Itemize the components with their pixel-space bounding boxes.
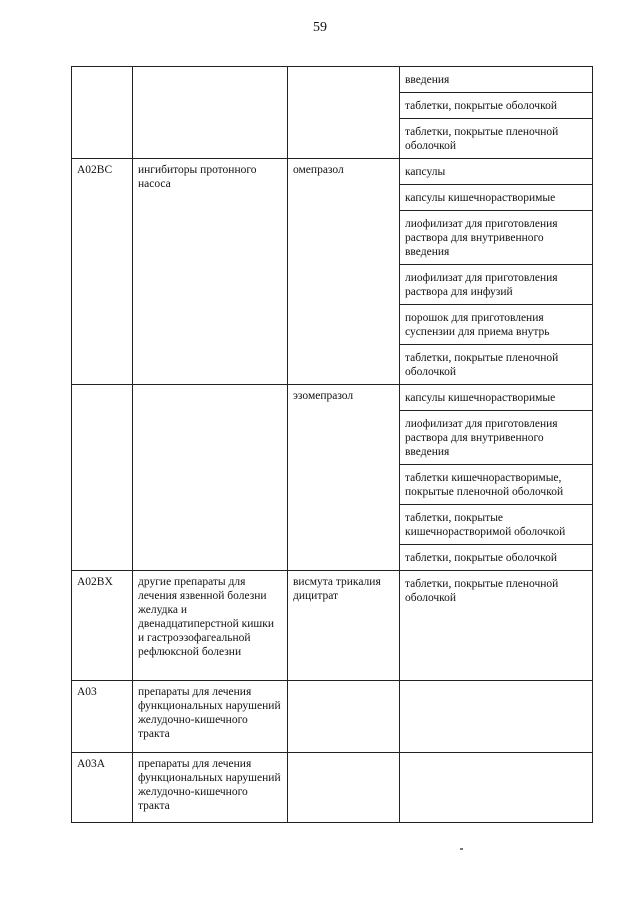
dosage-form-cell: таблетки, покрытые оболочкой xyxy=(400,93,593,119)
dosage-form-cell: таблетки, покрытые пленочной оболочкой xyxy=(400,571,593,681)
group-name-cell: препараты для лечения функциональных нарушений желудочно-кишечного тракта xyxy=(133,681,288,753)
atc-code-cell: A03A xyxy=(72,753,133,823)
dosage-form-cell: капсулы xyxy=(400,159,593,185)
table-row xyxy=(72,753,593,823)
dosage-form-cell: введения xyxy=(400,67,593,93)
page-number: 59 xyxy=(313,20,327,35)
scan-speck xyxy=(460,848,463,850)
dosage-form-cell: порошок для приготовления суспензии для приема внутрь xyxy=(400,305,593,345)
group-name-cell: другие препараты для лечения язвенной болезни желудка и двенадцатиперстной кишки и гастроэзофагеальной рефлюксной болезни xyxy=(133,571,288,681)
substance-cell xyxy=(288,67,400,159)
table-row xyxy=(72,159,593,185)
atc-code-cell: A03 xyxy=(72,681,133,753)
dosage-form-cell: таблетки, покрытые кишечнорастворимой оболочкой xyxy=(400,505,593,545)
table-body xyxy=(72,67,593,823)
table-row xyxy=(72,67,593,93)
dosage-form-cell: таблетки, покрытые оболочкой xyxy=(400,545,593,571)
table-row xyxy=(72,385,593,411)
group-name-cell: ингибиторы протонного насоса xyxy=(133,159,288,385)
substance-cell xyxy=(288,681,400,753)
dosage-form-cell: лиофилизат для приготовления раствора для инфузий xyxy=(400,265,593,305)
dosage-form-cell: капсулы кишечнорастворимые xyxy=(400,385,593,411)
group-name-cell: препараты для лечения функциональных нарушений желудочно-кишечного тракта xyxy=(133,753,288,823)
dosage-form-cell xyxy=(400,681,593,753)
group-name-cell xyxy=(133,67,288,159)
atc-code-cell xyxy=(72,385,133,571)
dosage-form-cell: таблетки, покрытые пленочной оболочкой xyxy=(400,345,593,385)
substance-cell: омепразол xyxy=(288,159,400,385)
table-row xyxy=(72,571,593,681)
dosage-form-cell xyxy=(400,753,593,823)
substance-cell xyxy=(288,753,400,823)
atc-code-cell: A02BX xyxy=(72,571,133,681)
dosage-form-cell: таблетки кишечнорастворимые, покрытые пленочной оболочкой xyxy=(400,465,593,505)
substance-cell: висмута трикалия дицитрат xyxy=(288,571,400,681)
table-row xyxy=(72,681,593,753)
dosage-form-cell: таблетки, покрытые пленочной оболочкой xyxy=(400,119,593,159)
dosage-form-cell: капсулы кишечнорастворимые xyxy=(400,185,593,211)
atc-code-cell: A02BC xyxy=(72,159,133,385)
dosage-form-cell: лиофилизат для приготовления раствора для внутривенного введения xyxy=(400,411,593,465)
substance-cell: эзомепразол xyxy=(288,385,400,571)
dosage-form-cell: лиофилизат для приготовления раствора для внутривенного введения xyxy=(400,211,593,265)
medication-table xyxy=(71,66,593,823)
group-name-cell xyxy=(133,385,288,571)
atc-code-cell xyxy=(72,67,133,159)
